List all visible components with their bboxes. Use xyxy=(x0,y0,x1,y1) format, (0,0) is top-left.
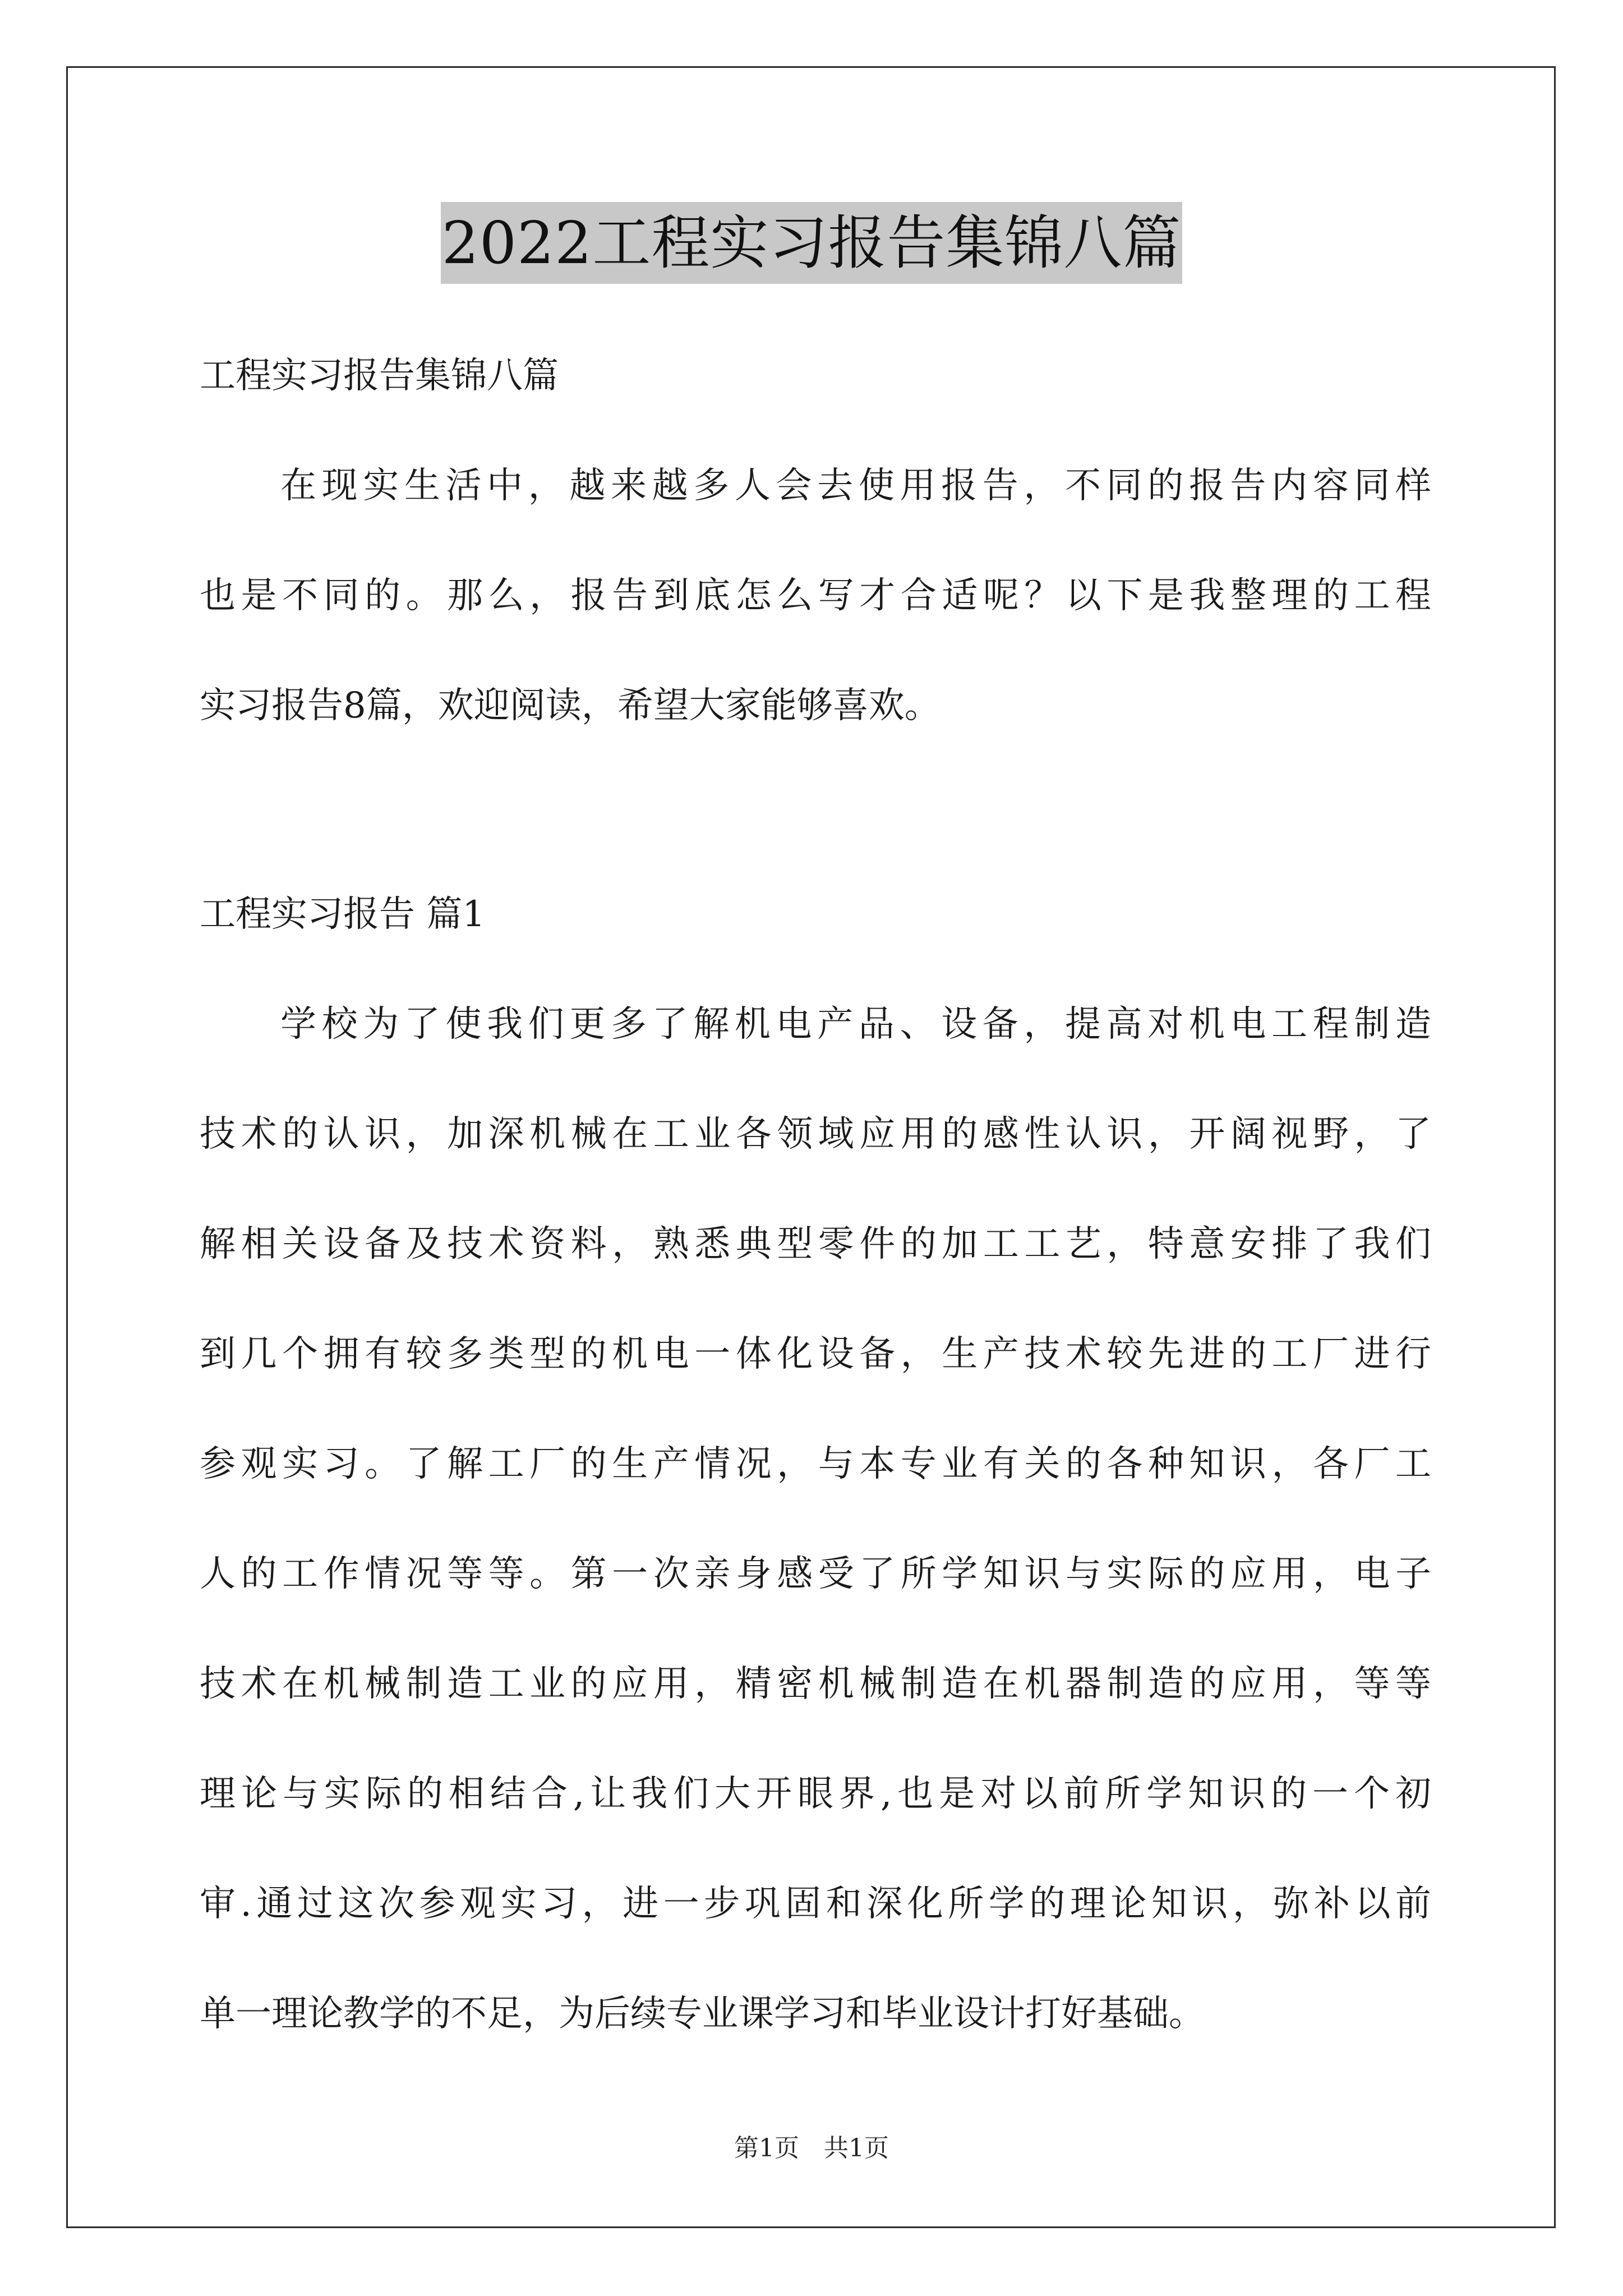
title-container xyxy=(0,202,1623,284)
document-title: 2022工程实习报告集锦八篇 xyxy=(441,202,1183,284)
section-line: 单一理论教学的不足，为后续专业课学习和毕业设计打好基础。 xyxy=(200,1993,1205,2035)
section-line: 技术在机械制造工业的应用，精密机械制造在机器制造的应用，等等 xyxy=(200,1663,1431,1705)
intro-line: 在现实生活中，越来越多人会去使用报告，不同的报告内容同样 xyxy=(280,465,1431,507)
section-line: 学校为了使我们更多了解机电产品、设备，提高对机电工程制造 xyxy=(280,1004,1431,1045)
section-heading: 工程实习报告 篇1 xyxy=(200,894,486,935)
section-line: 解相关设备及技术资料，熟悉典型零件的加工工艺，特意安排了我们 xyxy=(200,1223,1431,1265)
section-line: 技术的认识，加深机械在工业各领域应用的感性认识，开阔视野，了 xyxy=(200,1114,1431,1155)
section-line: 到几个拥有较多类型的机电一体化设备，生产技术较先进的工厂进行 xyxy=(200,1333,1431,1375)
section-line: 审.通过这次参观实习，进一步巩固和深化所学的理论知识，弥补以前 xyxy=(200,1883,1431,1925)
intro-line: 实习报告8篇，欢迎阅读，希望大家能够喜欢。 xyxy=(200,685,940,726)
section-line: 人的工作情况等等。第一次亲身感受了所学知识与实际的应用，电子 xyxy=(200,1553,1431,1595)
section-line: 参观实习。了解工厂的生产情况，与本专业有关的各种知识，各厂工 xyxy=(200,1443,1431,1485)
page-footer: 第1页 共1页 xyxy=(734,2134,889,2162)
section-line: 理论与实际的相结合,让我们大开眼界,也是对以前所学知识的一个初 xyxy=(200,1773,1431,1815)
document-subtitle: 工程实习报告集锦八篇 xyxy=(200,355,559,397)
intro-line: 也是不同的。那么，报告到底怎么写才合适呢？以下是我整理的工程 xyxy=(200,575,1431,616)
